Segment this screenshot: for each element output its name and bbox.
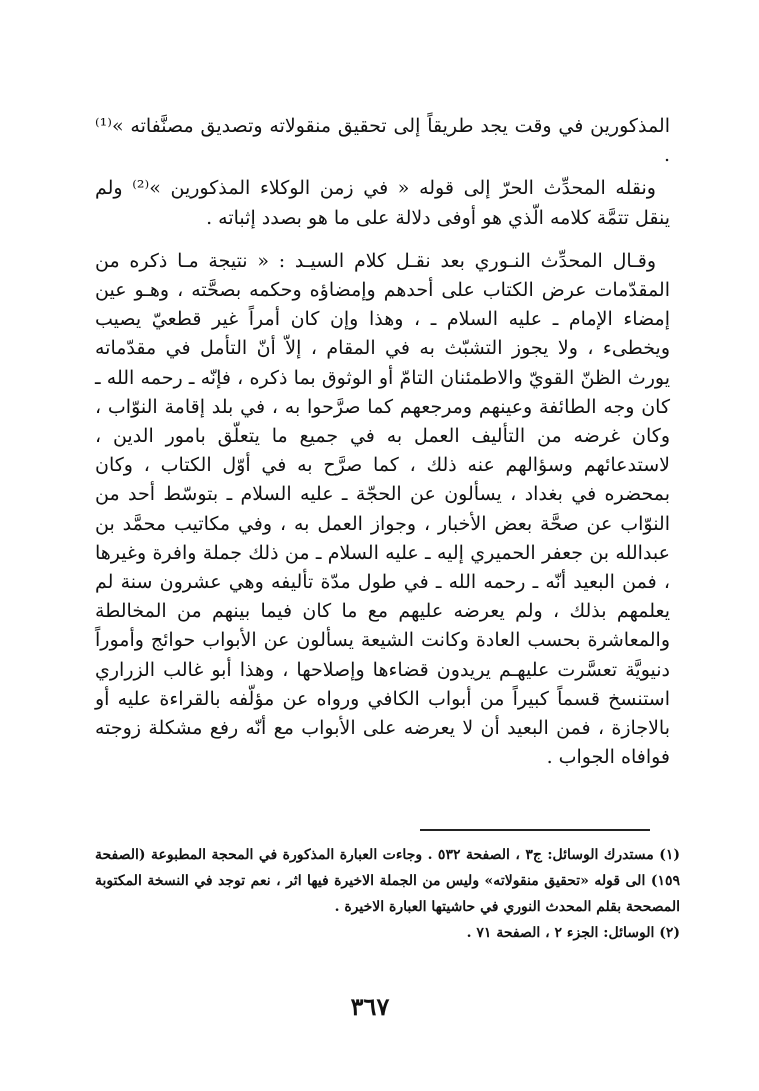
paragraph-1: المذكورين في وقت يجد طريقاً إلى تحقيق منقولاته وتصديق مصنَّفاته »⁽¹⁾ .: [95, 115, 670, 167]
footnote-divider: [420, 829, 650, 831]
footnote-1: (١) مستدرك الوسائل: ج٣ ، الصفحة ٥٣٢ . وجاءت العبارة المذكورة في المحجة المطبوعة (الصفحة ١٥٩) الى قوله «تحقيق منقولاته» وليس من الجملة الاخيرة فيها اثر ، نعم توجد في النسخة المكتوبة المصححة بقلم المحدث النوري في حاشيتها العبارة الاخيرة .: [95, 847, 680, 915]
footnote-2: (٢) الوسائل: الجزء ٢ ، الصفحة ٧١ .: [466, 925, 680, 941]
footnotes: [95, 842, 680, 946]
main-text: [95, 112, 670, 772]
page-number: ٣٦٧: [350, 992, 390, 1021]
paragraph-3: وقـال المحدِّث النـوري بعد نقـل كلام السيـد : « نتيجة مـا ذكره من المقدّمات عرض الكتاب على أحدهم وإمضاؤه وحكمه بصحَّته ، وهـو عين إمضاء الإمام ـ عليه السلام ـ ، وهذا وإن كان أمراً غير قطعيّ يصيب ويخطىء ، ولا يجوز التشبّث به في المقام ، إلاّ أنّ التأمل في مقدّماته يورث الظنّ القويّ والاطمئنان التامّ أو الوثوق بما ذكره ، فإنّه ـ رحمه الله ـ كان وجه الطائفة وعينهم ومرجعهم كما صرَّحوا به ، في بلد إقامة النوّاب ، وكان غرضه من التأليف العمل به في جميع ما يتعلّق بامور الدين ، لاستدعائهم وسؤالهم عنه ذلك ، كما صرَّح به في أوّل الكتاب ، وكان بمحضره في بغداد ، يسألون عن الحجّة ـ عليه السلام ـ بتوسّط أحد من النوّاب عن صحَّة بعض الأخبار ، وجواز العمل به ، وفي مكاتيب محمَّد بن عبدالله بن جعفر الحميري إليه ـ عليه السلام ـ من ذلك جملة وافرة وغيرها ، فمن البعيد أنّه ـ رحمه الله ـ في طول مدّة تأليفه وهي عشرون سنة لم يعلمهم بذلك ، ولم يعرضه عليهم مع ما كان فيما بينهم من المخالطة والمعاشرة بحسب العادة وكانت الشيعة يسألون عن الأبواب حوائج وأموراً دنيويَّة تعسَّرت عليهـم يريدون قضاءها وإصلاحها ، وهذا أبو غالب الزراري استنسخ قسماً كبيراً من أبواب الكافي ورواه عن مؤلّفه بالقراءة عليه أو بالاجازة ، فمن البعيد أن لا يعرضه على الأبواب مع أنّه رفع مشكلة زوجته فوافاه الجواب .: [95, 249, 670, 769]
paragraph-2: ونقله المحدِّث الحرّ إلى قوله « في زمن الوكلاء المذكورين »⁽²⁾ ولم ينقل تتمَّة كلامه الّذي هو أوفى دلالة على ما هو بصدد إثباته .: [95, 177, 670, 229]
